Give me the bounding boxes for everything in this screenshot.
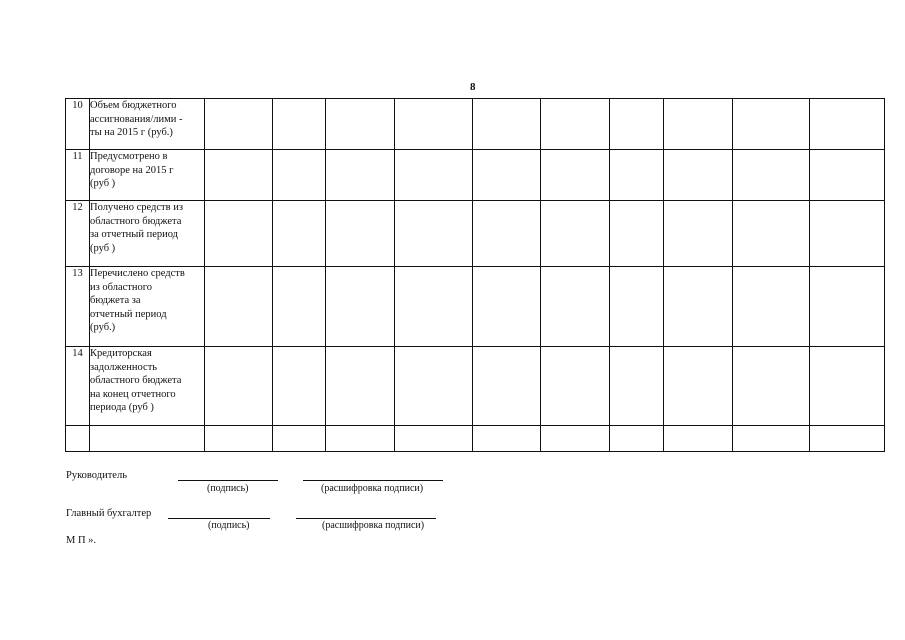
table-cell[interactable] — [733, 201, 810, 267]
page-number: 8 — [470, 81, 476, 93]
table-cell[interactable] — [326, 201, 395, 267]
table-cell[interactable] — [395, 150, 473, 201]
table-cell[interactable] — [541, 426, 610, 452]
row-label: Кредиторская задолженность областного бюджета на конец отчетного периода (руб ) — [90, 347, 205, 426]
table-cell[interactable] — [473, 99, 541, 150]
table-cell[interactable] — [395, 99, 473, 150]
table-row — [66, 347, 885, 426]
table-cell[interactable] — [205, 201, 273, 267]
table-cell[interactable] — [395, 267, 473, 347]
table-cell[interactable] — [541, 267, 610, 347]
table-row — [66, 150, 885, 201]
row-number: 10 — [66, 99, 90, 150]
table-cell[interactable] — [205, 426, 273, 452]
table-cell[interactable] — [273, 426, 326, 452]
table-cell[interactable] — [541, 150, 610, 201]
table-cell[interactable] — [810, 99, 885, 150]
row-label: Предусмотрено в договоре на 2015 г (руб ) — [90, 150, 205, 201]
report-table — [65, 98, 885, 452]
table-cell[interactable] — [610, 347, 664, 426]
table-cell[interactable] — [541, 347, 610, 426]
table-cell[interactable] — [473, 267, 541, 347]
table-cell[interactable] — [395, 347, 473, 426]
head-decode-caption: (расшифровка подписи) — [321, 483, 424, 494]
table-cell[interactable] — [205, 267, 273, 347]
table-cell[interactable] — [664, 426, 733, 452]
head-title: Руководитель — [66, 470, 127, 481]
table-cell[interactable] — [273, 99, 326, 150]
head-signature-caption: (подпись) — [207, 483, 249, 494]
row-number — [66, 426, 90, 452]
table-row — [66, 267, 885, 347]
row-label: Объем бюджетного ассигнования/лими - ты на 2015 г (руб.) — [90, 99, 205, 150]
table-cell[interactable] — [733, 150, 810, 201]
table-cell[interactable] — [273, 201, 326, 267]
table-cell[interactable] — [610, 201, 664, 267]
table-cell[interactable] — [733, 267, 810, 347]
row-number: 12 — [66, 201, 90, 267]
table-cell[interactable] — [610, 426, 664, 452]
table-cell[interactable] — [273, 347, 326, 426]
table-cell[interactable] — [205, 150, 273, 201]
table-cell[interactable] — [810, 426, 885, 452]
table-cell[interactable] — [664, 347, 733, 426]
table-cell[interactable] — [664, 99, 733, 150]
table-cell[interactable] — [273, 150, 326, 201]
table-cell[interactable] — [610, 267, 664, 347]
table-row — [66, 201, 885, 267]
table-cell[interactable] — [733, 347, 810, 426]
table-cell[interactable] — [473, 426, 541, 452]
table-cell[interactable] — [395, 201, 473, 267]
row-number: 11 — [66, 150, 90, 201]
table-cell[interactable] — [326, 347, 395, 426]
table-cell[interactable] — [273, 267, 326, 347]
row-label — [90, 426, 205, 452]
table-cell[interactable] — [326, 150, 395, 201]
table-cell[interactable] — [733, 426, 810, 452]
table-row — [66, 99, 885, 150]
row-label: Перечислено средств из областного бюджета за отчетный период (руб.) — [90, 267, 205, 347]
table-cell[interactable] — [326, 99, 395, 150]
accountant-decode-caption: (расшифровка подписи) — [322, 520, 425, 531]
row-number: 14 — [66, 347, 90, 426]
table-cell[interactable] — [473, 201, 541, 267]
accountant-title: Главный бухгалтер — [66, 508, 152, 519]
table-cell[interactable] — [810, 347, 885, 426]
table-cell[interactable] — [326, 267, 395, 347]
stamp-mark: М П ». — [66, 535, 97, 546]
table-cell[interactable] — [395, 426, 473, 452]
table-cell[interactable] — [810, 150, 885, 201]
accountant-decode-line — [296, 518, 436, 519]
table-cell[interactable] — [205, 99, 273, 150]
accountant-signature-caption: (подпись) — [208, 520, 250, 531]
row-label: Получено средств из областного бюджета за отчетный период (руб ) — [90, 201, 205, 267]
head-decode-line — [303, 480, 443, 481]
table-cell[interactable] — [664, 267, 733, 347]
table-cell[interactable] — [610, 99, 664, 150]
table-cell[interactable] — [810, 267, 885, 347]
row-number: 13 — [66, 267, 90, 347]
table-cell[interactable] — [541, 201, 610, 267]
table-cell[interactable] — [473, 347, 541, 426]
table-cell[interactable] — [473, 150, 541, 201]
table-cell[interactable] — [541, 99, 610, 150]
table-cell[interactable] — [810, 201, 885, 267]
table-cell[interactable] — [205, 347, 273, 426]
table-cell[interactable] — [610, 150, 664, 201]
accountant-signature-line — [168, 518, 270, 519]
head-signature-line — [178, 480, 278, 481]
table-cell[interactable] — [664, 201, 733, 267]
table-cell[interactable] — [733, 99, 810, 150]
table-cell[interactable] — [326, 426, 395, 452]
table-row — [66, 426, 885, 452]
table-cell[interactable] — [664, 150, 733, 201]
